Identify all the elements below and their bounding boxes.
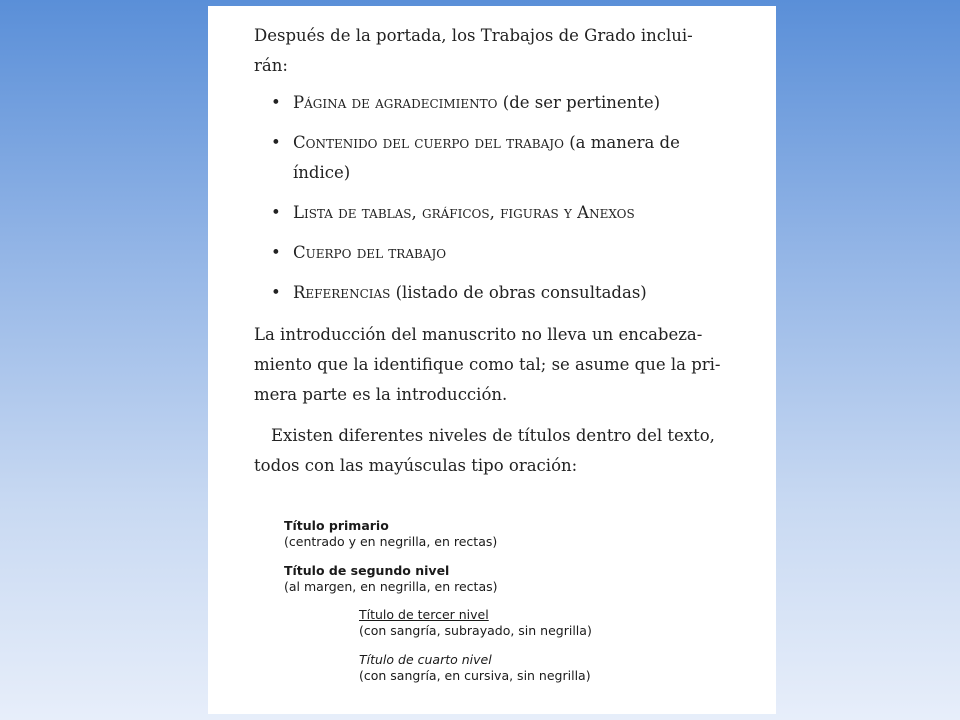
bullet-icon: • [271,283,281,302]
heading-level-1 [284,518,497,550]
heading-title: Título de tercer nivel [359,607,489,622]
heading-description: (al margen, en negrilla, en rectas) [284,579,498,594]
list-item [254,88,724,118]
document-page [208,6,776,714]
bullet-icon: • [271,203,281,222]
text-line: mera parte es la introducción. [254,385,508,404]
text-line: miento que la identifique como tal; se asume que la pri- [254,355,721,374]
heading-level-2 [284,563,498,595]
list-item-title: Contenido del cuerpo del trabajo [293,133,564,152]
introduction-paragraph [254,320,721,410]
text-line: La introducción del manuscrito no lleva un encabeza- [254,325,703,344]
heading-level-4 [359,652,591,684]
heading-title: Título de cuarto nivel [359,652,492,667]
list-item-title: Lista de tablas, gráficos, figuras y Anexos [293,203,635,222]
list-item-note: (a manera de [563,133,680,152]
heading-description: (con sangría, subrayado, sin negrilla) [359,623,592,638]
headings-paragraph [254,421,715,481]
text-line: Existen diferentes niveles de títulos dentro del texto, [271,426,715,445]
heading-description: (con sangría, en cursiva, sin negrilla) [359,668,591,683]
list-item-title: Página de agradecimiento [293,93,498,112]
list-item [254,198,724,228]
list-item [254,278,724,308]
bullet-icon: • [271,243,281,262]
heading-title: Título primario [284,518,389,533]
list-item-note: (de ser pertinente) [497,93,661,112]
list-item-note-continued: índice) [293,163,351,182]
text-line: Después de la portada, los Trabajos de Grado inclui- [254,26,693,45]
heading-title: Título de segundo nivel [284,563,450,578]
text-line: rán: [254,56,288,75]
list-item-title: Cuerpo del trabajo [293,243,447,262]
sections-list [254,88,724,318]
heading-level-3 [359,607,592,639]
list-item [254,238,724,268]
bullet-icon: • [271,133,281,152]
intro-paragraph [254,21,702,81]
list-item-title: Referencias [293,283,391,302]
text-line: todos con las mayúsculas tipo oración: [254,456,578,475]
heading-description: (centrado y en negrilla, en rectas) [284,534,498,549]
bullet-icon: • [271,93,281,112]
list-item [254,128,724,188]
list-item-note: (listado de obras consultadas) [390,283,647,302]
